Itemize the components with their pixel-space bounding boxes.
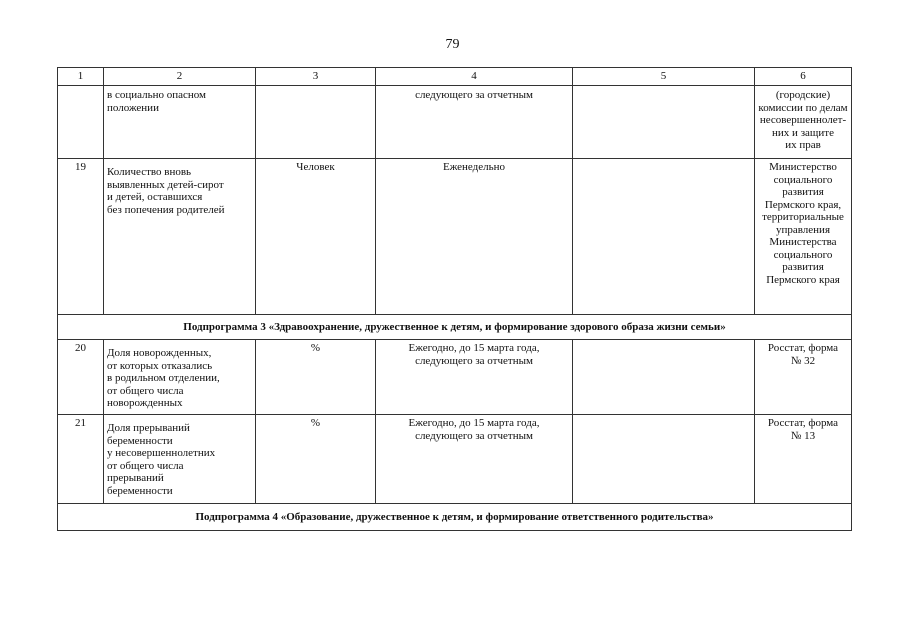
period-cell: Ежегодно, до 15 марта года, следующего за отчетным <box>376 415 573 504</box>
subprogram-row <box>58 315 852 340</box>
column-header: 4 <box>376 68 573 86</box>
indicator-name: Доля новорожденных, от которых отказались в родильном отделении, от общего числа новорожденных <box>104 340 256 415</box>
table-row <box>58 86 852 159</box>
column-header: 2 <box>104 68 256 86</box>
indicator-name: Количество вновь выявленных детей-сирот и детей, оставшихся без попечения родителей <box>104 159 256 315</box>
indicators-table <box>57 67 852 531</box>
table-row <box>58 340 852 415</box>
unit-cell: Человек <box>256 159 376 315</box>
source-cell: Росстат, форма № 32 <box>755 340 852 415</box>
column-header: 1 <box>58 68 104 86</box>
row-number: 21 <box>58 415 104 504</box>
unit-cell: % <box>256 340 376 415</box>
empty-cell <box>573 340 755 415</box>
period-cell: следующего за отчетным <box>376 86 573 159</box>
table-header-row <box>58 68 852 86</box>
column-header: 3 <box>256 68 376 86</box>
page-number: 79 <box>445 37 460 52</box>
table-row <box>58 159 852 315</box>
indicator-name: Доля прерываний беременности у несовершеннолетних от общего числа прерываний беременности <box>104 415 256 504</box>
row-number: 19 <box>58 159 104 315</box>
source-cell: Росстат, форма № 13 <box>755 415 852 504</box>
row-number <box>58 86 104 159</box>
period-cell: Ежегодно, до 15 марта года, следующего за отчетным <box>376 340 573 415</box>
table-row <box>58 415 852 504</box>
empty-cell <box>573 415 755 504</box>
column-header: 5 <box>573 68 755 86</box>
unit-cell <box>256 86 376 159</box>
column-header: 6 <box>755 68 852 86</box>
empty-cell <box>573 86 755 159</box>
subprogram-row <box>58 504 852 531</box>
unit-cell: % <box>256 415 376 504</box>
period-cell: Еженедельно <box>376 159 573 315</box>
subprogram-4-title: Подпрограмма 4 «Образование, дружественное к детям, и формирование ответственного родительства» <box>58 504 852 531</box>
source-cell: (городские) комиссии по делам несовершеннолет- них и защите их прав <box>755 86 852 159</box>
row-number: 20 <box>58 340 104 415</box>
source-cell: Министерство социального развития Пермского края, территориальные управления Министерства социального развития Пермского края <box>755 159 852 315</box>
indicator-name: в социально опасном положении <box>104 86 256 159</box>
subprogram-3-title: Подпрограмма 3 «Здравоохранение, дружественное к детям, и формирование здорового образа жизни семьи» <box>58 315 852 340</box>
empty-cell <box>573 159 755 315</box>
